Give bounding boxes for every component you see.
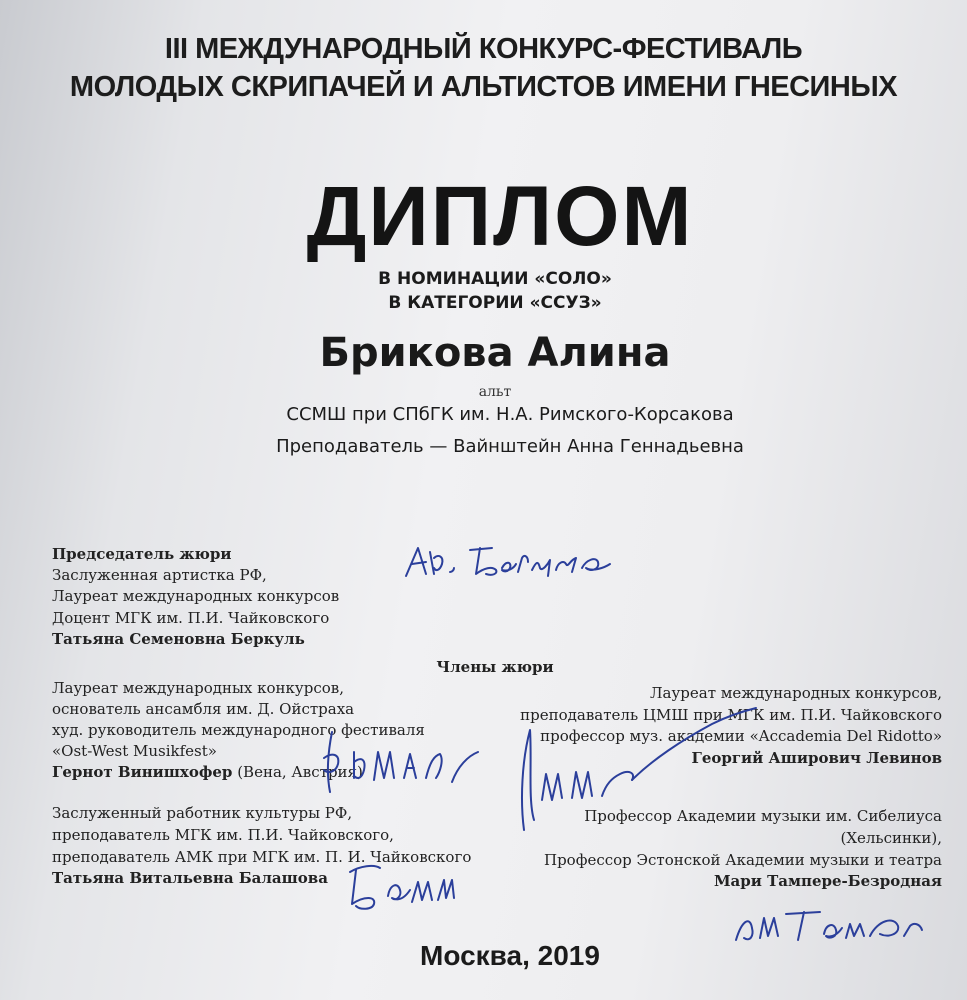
member-line: «Ost-West Musikfest» bbox=[52, 742, 217, 760]
member-signature bbox=[728, 900, 928, 950]
members-heading: Члены жюри bbox=[436, 658, 554, 676]
member-signature bbox=[318, 722, 498, 802]
member-line: Профессор Эстонской Академии музыки и театра bbox=[543, 851, 942, 869]
contest-title-line-1: III МЕЖДУНАРОДНЫЙ КОНКУРС-ФЕСТИВАЛЬ bbox=[164, 33, 803, 65]
member-line: преподаватель МГК им. П.И. Чайковского, bbox=[52, 826, 394, 844]
contest-title-line-2: МОЛОДЫХ СКРИПАЧЕЙ И АЛЬТИСТОВ ИМЕНИ ГНЕСИНЫХ bbox=[69, 71, 898, 103]
teacher: Преподаватель — Вайнштейн Анна Геннадьевна bbox=[276, 436, 744, 457]
member-city: (Вена, Австрия) bbox=[232, 763, 363, 781]
member-name: Гернот Винишхофер bbox=[52, 763, 233, 781]
member-line: преподаватель АМК при МГК им. П. И. Чайковского bbox=[52, 848, 472, 866]
member-signature bbox=[512, 700, 762, 840]
category: В КАТЕГОРИИ «ССУЗ» bbox=[388, 293, 602, 313]
member-name: Георгий Аширович Левинов bbox=[691, 749, 942, 767]
chair-line: Лауреат международных конкурсов bbox=[52, 587, 340, 605]
chair-line: Заслуженная артистка РФ, bbox=[52, 566, 267, 584]
member-line: худ. руководитель международного фестиваля bbox=[52, 721, 425, 739]
member-signature bbox=[340, 856, 480, 916]
chair-heading: Председатель жюри bbox=[52, 545, 232, 563]
member-line: профессор муз. академии «Accademia Del Ridotto» bbox=[540, 727, 942, 745]
chair-name: Татьяна Семеновна Беркуль bbox=[52, 630, 305, 648]
member-line: основатель ансамбля им. Д. Ойстраха bbox=[52, 700, 355, 718]
footer-city-year: Москва, 2019 bbox=[420, 940, 600, 971]
member-line: (Хельсинки), bbox=[840, 829, 942, 847]
member-line: Профессор Академии музыки им. Сибелиуса bbox=[584, 807, 942, 825]
member-name: Татьяна Витальевна Балашова bbox=[52, 869, 328, 887]
member-line: Лауреат международных конкурсов, bbox=[52, 679, 345, 697]
member-line: Заслуженный работник культуры РФ, bbox=[52, 804, 353, 822]
school: ССМШ при СПбГК им. Н.А. Римского-Корсакова bbox=[286, 404, 734, 425]
member-line: преподаватель ЦМШ при МГК им. П.И. Чайковского bbox=[520, 706, 942, 724]
member-name-row bbox=[52, 763, 363, 782]
member-line: Лауреат международных конкурсов, bbox=[649, 684, 942, 702]
instrument: альт bbox=[478, 384, 512, 400]
chair-line: Доцент МГК им. П.И. Чайковского bbox=[52, 609, 330, 627]
member-name: Мари Тампере-Безродная bbox=[713, 872, 942, 890]
winner-name: Брикова Алина bbox=[319, 330, 671, 376]
nomination: В НОМИНАЦИИ «СОЛО» bbox=[378, 269, 612, 289]
chair-signature bbox=[400, 538, 640, 588]
diploma-title: ДИПЛОМ bbox=[306, 169, 694, 263]
